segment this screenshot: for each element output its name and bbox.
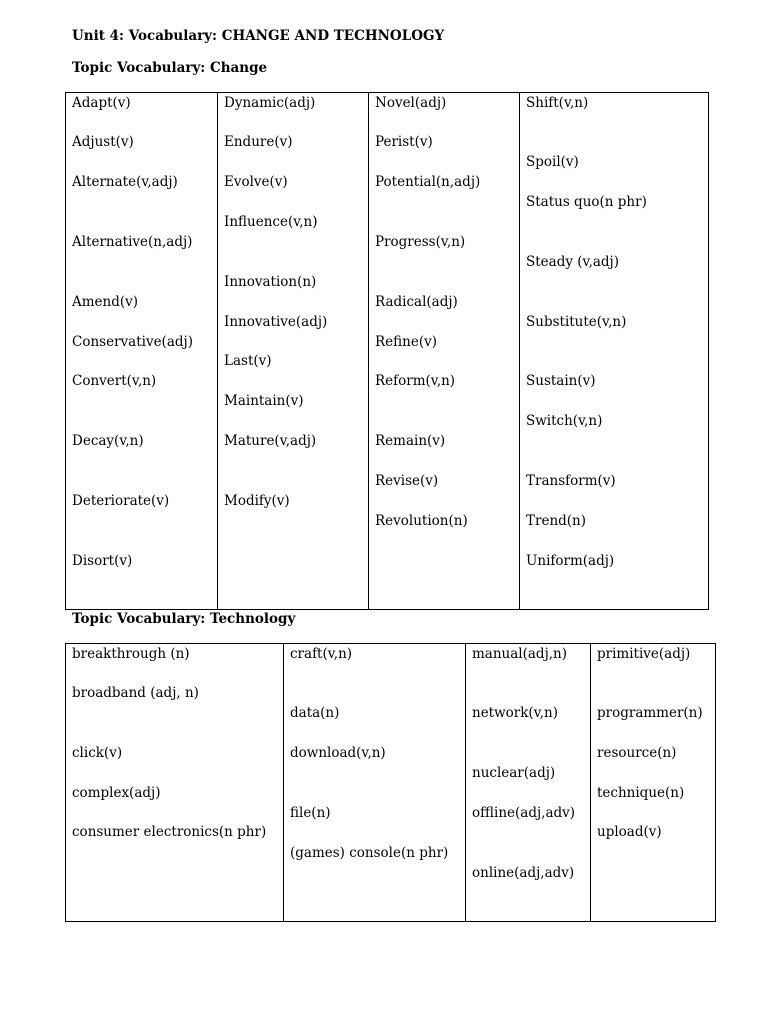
vocabulary-word: file(n): [290, 805, 331, 821]
vocabulary-word: Dynamic(adj): [224, 95, 316, 111]
vocabulary-word: Steady (v,adj): [526, 254, 619, 270]
vocabulary-word: Status quo(n phr): [526, 194, 647, 210]
vocabulary-word: Revolution(n): [375, 513, 468, 529]
vocabulary-word: Revise(v): [375, 473, 439, 489]
vocabulary-word: Last(v): [224, 353, 272, 369]
vocabulary-word: Substitute(v,n): [526, 314, 627, 330]
vocabulary-word: technique(n): [597, 785, 685, 801]
vocabulary-word: manual(adj,n): [472, 646, 568, 662]
vocabulary-word: Reform(v,n): [375, 373, 456, 389]
vocabulary-word: Decay(v,n): [72, 433, 144, 449]
vocabulary-word: Conservative(adj): [72, 334, 193, 350]
vocabulary-word: upload(v): [597, 824, 662, 840]
vocabulary-word: Alternate(v,adj): [72, 174, 178, 190]
vocabulary-word: Innovative(adj): [224, 314, 328, 330]
tech-column-1: [66, 644, 283, 921]
vocabulary-word: breakthrough (n): [72, 646, 190, 662]
vocabulary-word: Evolve(v): [224, 174, 288, 190]
vocabulary-word: craft(v,n): [290, 646, 353, 662]
vocabulary-word: broadband (adj, n): [72, 685, 199, 701]
vocabulary-word: Shift(v,n): [526, 95, 589, 111]
vocabulary-word: Alternative(n,adj): [72, 234, 193, 250]
vocabulary-word: online(adj,adv): [472, 865, 575, 881]
vocabulary-word: Potential(n,adj): [375, 174, 481, 190]
tech-column-2: [283, 644, 466, 921]
vocabulary-word: Switch(v,n): [526, 413, 603, 429]
vocabulary-word: primitive(adj): [597, 646, 691, 662]
vocabulary-word: Endure(v): [224, 134, 293, 150]
vocabulary-word: Progress(v,n): [375, 234, 466, 250]
vocabulary-word: Novel(adj): [375, 95, 447, 111]
technology-heading: Topic Vocabulary: Technology: [72, 611, 296, 627]
vocabulary-word: consumer electronics(n phr): [72, 824, 267, 840]
vocabulary-word: Innovation(n): [224, 274, 317, 290]
vocabulary-word: Remain(v): [375, 433, 446, 449]
vocabulary-word: Convert(v,n): [72, 373, 157, 389]
vocabulary-word: Adapt(v): [72, 95, 131, 111]
vocabulary-word: Trend(n): [526, 513, 587, 529]
change-column-4: [519, 93, 711, 609]
vocabulary-word: resource(n): [597, 745, 677, 761]
vocabulary-word: Disort(v): [72, 553, 133, 569]
change-vocabulary-table: [65, 92, 709, 610]
change-heading: Topic Vocabulary: Change: [72, 60, 268, 76]
vocabulary-word: Radical(adj): [375, 294, 458, 310]
change-column-1: [66, 93, 217, 609]
vocabulary-word: Transform(v): [526, 473, 616, 489]
page-title: Unit 4: Vocabulary: CHANGE AND TECHNOLOGY: [72, 28, 445, 44]
vocabulary-word: Refine(v): [375, 334, 438, 350]
vocabulary-word: Adjust(v): [72, 134, 134, 150]
vocabulary-word: Mature(v,adj): [224, 433, 317, 449]
vocabulary-word: download(v,n): [290, 745, 386, 761]
vocabulary-word: Deteriorate(v): [72, 493, 170, 509]
vocabulary-word: offline(adj,adv): [472, 805, 576, 821]
vocabulary-word: nuclear(adj): [472, 765, 556, 781]
vocabulary-word: Influence(v,n): [224, 214, 318, 230]
vocabulary-word: Spoil(v): [526, 154, 579, 170]
vocabulary-word: Perist(v): [375, 134, 433, 150]
vocabulary-word: data(n): [290, 705, 340, 721]
vocabulary-word: Uniform(adj): [526, 553, 615, 569]
vocabulary-word: Sustain(v): [526, 373, 596, 389]
technology-vocabulary-table: [65, 643, 716, 922]
vocabulary-word: programmer(n): [597, 705, 703, 721]
tech-column-3: [465, 644, 591, 921]
vocabulary-word: (games) console(n phr): [290, 845, 449, 861]
vocabulary-word: network(v,n): [472, 705, 558, 721]
vocabulary-word: Modify(v): [224, 493, 290, 509]
vocabulary-word: Maintain(v): [224, 393, 304, 409]
change-column-2: [217, 93, 369, 609]
vocabulary-word: complex(adj): [72, 785, 161, 801]
tech-column-4: [590, 644, 718, 921]
vocabulary-word: click(v): [72, 745, 123, 761]
change-column-3: [368, 93, 520, 609]
vocabulary-word: Amend(v): [72, 294, 139, 310]
